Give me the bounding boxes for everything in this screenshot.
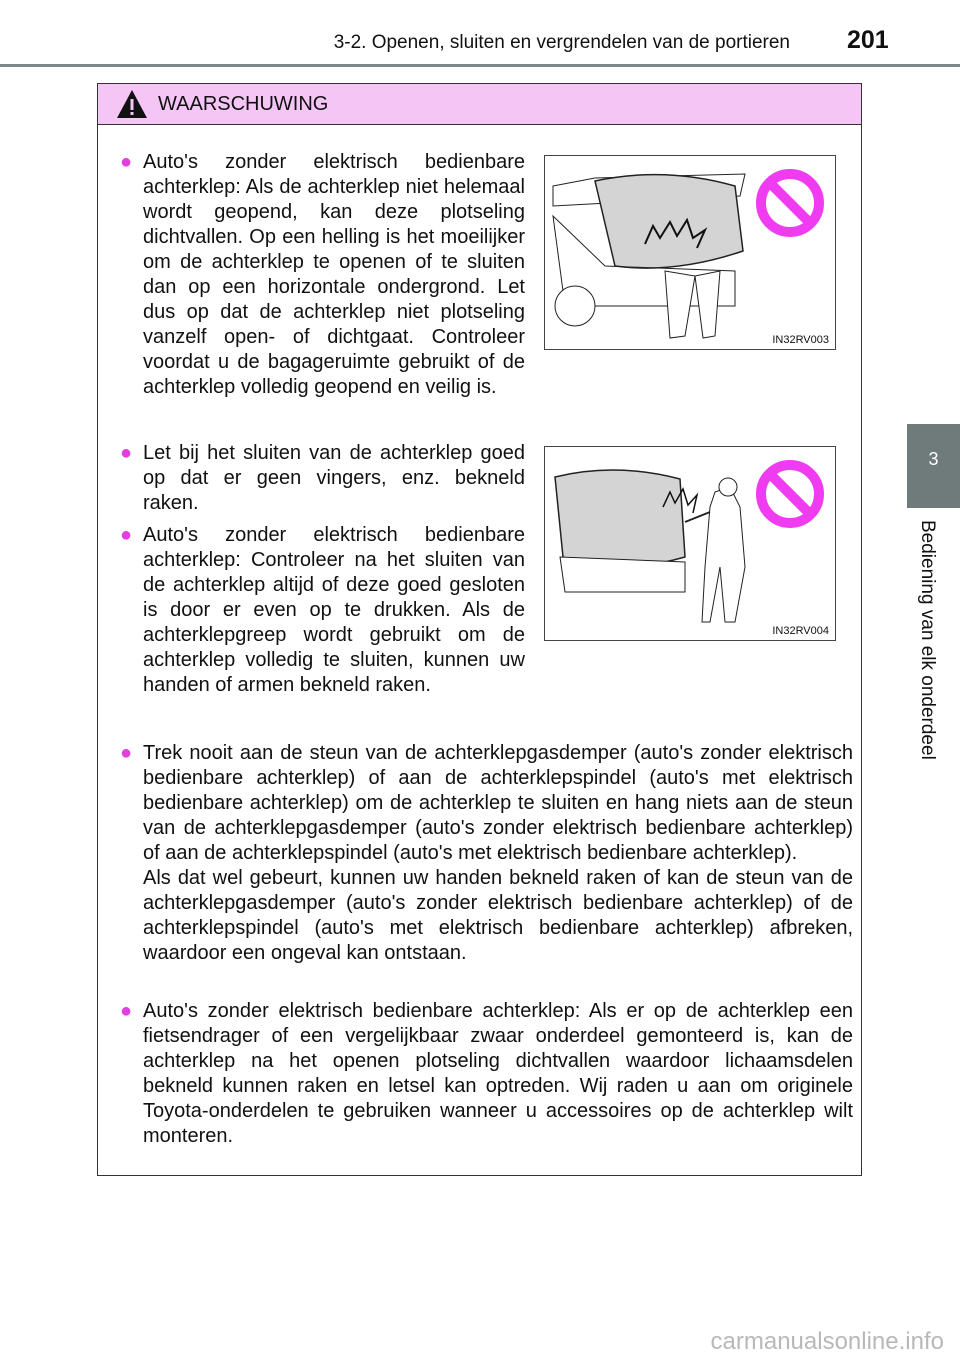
figure-code: IN32RV003 <box>772 334 829 346</box>
item-text: Trek nooit aan de steun van de achterklepgasdemper (auto's zonder elektrisch bedienbare achterklep) of aan de achterklepspindel (auto's met elektrisch bedienbare achterklep) om de achterklep te sluiten en hang niets aan de steun van de achterklepgasdemper (auto's zonder elektrisch bedienbare achterklep) of aan de achterklepspindel (auto's met elektrisch bedienbare achterklep). <box>143 742 853 864</box>
page-header <box>0 26 960 60</box>
bullet-icon: ● <box>120 524 133 546</box>
chapter-tab[interactable]: 3 <box>907 424 960 508</box>
warning-item <box>120 523 525 698</box>
bullet-icon: ● <box>120 151 133 173</box>
warning-header <box>98 84 861 125</box>
bullet-icon: ● <box>120 742 133 764</box>
page-number: 201 <box>847 26 889 54</box>
figure-code: IN32RV004 <box>772 625 829 637</box>
warning-item <box>120 441 525 516</box>
warning-title: WAARSCHUWING <box>158 93 329 115</box>
prohibited-icon <box>755 168 825 238</box>
watermark: carmanualsonline.info <box>710 1328 944 1355</box>
warning-item <box>120 999 853 1149</box>
item-text: Let bij het sluiten van de achterklep goed op dat er geen vingers, enz. bekneld raken. <box>143 442 525 514</box>
item-text: Als dat wel gebeurt, kunnen uw handen bekneld raken of kan de steun van de achterklepgasdemper (auto's zonder elektrisch bedienbare achterklep) of de achterklepspindel (auto's met elektrisch bedienbare achterklep) afbreken, waardoor een ongeval kan ontstaan. <box>143 867 853 964</box>
prohibited-icon <box>755 459 825 529</box>
warning-triangle-icon <box>116 89 148 119</box>
warning-item <box>120 150 525 400</box>
warning-item <box>120 741 853 966</box>
bullet-icon: ● <box>120 442 133 464</box>
illustration-finger-pinch <box>544 446 836 641</box>
header-rule <box>0 64 960 67</box>
item-text: Auto's zonder elektrisch bedienbare achterklep: Controleer na het sluiten van de achterklep altijd of deze goed gesloten is door er even op te drukken. Als de achterklepgreep wordt gebruikt om de achterklep volledig te sluiten, kunnen uw handen of armen bekneld raken. <box>143 524 525 696</box>
item-text: Auto's zonder elektrisch bedienbare achterklep: Als de achterklep niet helemaal wordt geopend, kan deze plotseling dichtvallen. Op een helling is het moeilijker om de achterklep te openen of te sluiten dan op een horizontale ondergrond. Let dus op dat de achterklep niet plotseling vanzelf open- of dichtgaat. Controleer voordat u de bagageruimte gebruikt of de achterklep volledig geopend en veilig is. <box>143 151 525 398</box>
section-title: 3-2. Openen, sluiten en vergrendelen van de portieren <box>333 32 790 53</box>
illustration-tailgate-falling <box>544 155 836 350</box>
bullet-icon: ● <box>120 1000 133 1022</box>
item-text: Auto's zonder elektrisch bedienbare achterklep: Als er op de achterklep een fietsendrager of een vergelijkbaar zwaar onderdeel gemonteerd is, kan de achterklep na het openen plotseling dichtvallen waardoor lichaamsdelen bekneld kunnen raken en letsel kan optreden. Wij raden u aan om originele Toyota-onderdelen te gebruiken wanneer u accessoires op de achterklep wilt monteren. <box>143 1000 853 1147</box>
chapter-label: Bediening van elk onderdeel <box>917 520 938 760</box>
